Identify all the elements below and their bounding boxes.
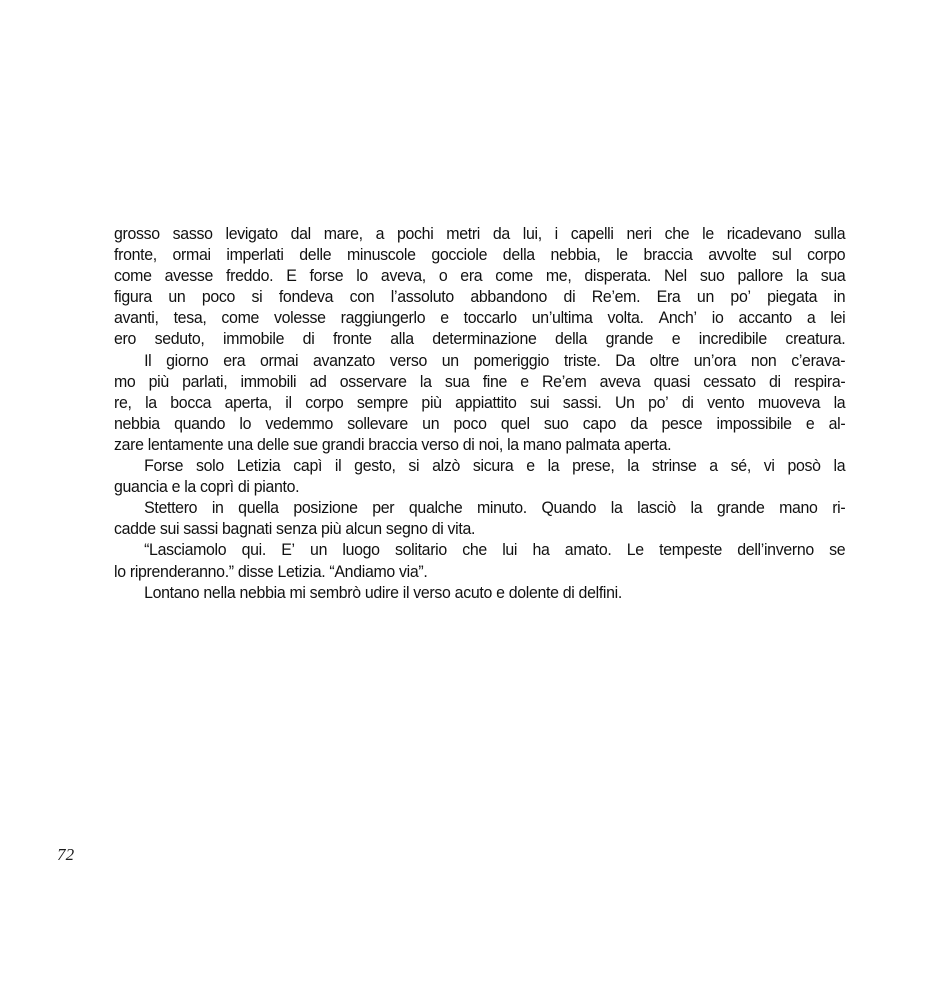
text-word: quando: [174, 414, 226, 433]
text-word: lo: [356, 267, 368, 286]
text-word: Re’em.: [591, 288, 641, 307]
text-word: solo: [195, 457, 224, 476]
text-word: di: [302, 330, 315, 349]
text-word: E: [286, 267, 297, 286]
text-word: lui: [502, 541, 518, 560]
text-word: vedemmo: [265, 414, 333, 433]
text-word: tempeste: [659, 541, 722, 560]
text-word: a: [806, 309, 816, 328]
text-word: Forse: [144, 457, 184, 476]
text-word: dal: [290, 225, 311, 243]
text-line: zare lentamente una delle sue grandi braccia verso di noi, la mano palmata aperta.: [114, 435, 672, 454]
text-word: vento: [707, 393, 745, 412]
text-line: [114, 456, 845, 477]
text-word: un: [422, 414, 440, 433]
text-word: Da: [615, 351, 635, 370]
text-word: in: [833, 288, 846, 307]
text-word: qui.: [241, 541, 266, 560]
text-word: aperta,: [224, 393, 272, 412]
text-word: disperata.: [584, 267, 652, 286]
text-word: levigato: [225, 225, 278, 243]
text-word: che: [664, 225, 690, 243]
text-word: abbandono: [470, 288, 548, 307]
text-word: sua: [820, 267, 846, 286]
text-word: minuscole: [346, 246, 416, 265]
text-word: un: [441, 351, 459, 370]
text-line: [114, 351, 845, 372]
text-word: seduto,: [154, 330, 205, 349]
text-word: la: [795, 267, 808, 286]
text-word: gocciole: [431, 246, 488, 265]
text-word: avanzato: [312, 351, 375, 370]
text-word: sui: [529, 393, 550, 412]
text-word: c’erava-: [791, 351, 846, 370]
text-word: mano: [779, 499, 818, 518]
text-word: fine: [482, 372, 508, 391]
text-word: o: [438, 267, 448, 286]
text-word: freddo.: [226, 267, 274, 286]
text-word: si: [251, 288, 263, 307]
text-line: [114, 414, 845, 435]
text-word: poco: [201, 288, 236, 307]
text-word: prese,: [572, 457, 615, 476]
text-word: oltre: [649, 351, 680, 370]
text-word: volesse: [274, 309, 326, 328]
text-word: capelli: [570, 225, 614, 243]
text-word: un’ora: [693, 351, 737, 370]
text-word: corpo: [305, 393, 344, 412]
text-word: ormai: [260, 351, 299, 370]
text-word: giorno: [166, 351, 209, 370]
text-word: pochi: [396, 225, 434, 243]
text-word: fronte: [332, 330, 372, 349]
text-word: la: [419, 372, 432, 391]
text-word: della: [502, 246, 535, 265]
text-word: e: [805, 414, 815, 433]
text-word: immobile: [223, 330, 285, 349]
text-word: sollevare: [347, 414, 408, 433]
text-word: fondeva: [278, 288, 334, 307]
text-word: Quando: [541, 499, 597, 518]
text-word: sé,: [730, 457, 751, 476]
text-word: grande: [605, 330, 654, 349]
text-line: lo riprenderanno.” disse Letizia. “Andiamo via”.: [114, 562, 428, 581]
body-text-block: [114, 224, 846, 604]
text-word: da: [492, 225, 510, 243]
text-word: quasi: [653, 372, 691, 391]
text-word: figura: [114, 288, 152, 307]
text-word: quella: [238, 499, 279, 518]
text-word: e: [440, 309, 449, 328]
text-line: cadde sui sassi bagnati senza più alcun segno di vita.: [114, 520, 476, 539]
text-word: Era: [656, 288, 681, 307]
text-word: Re’em: [542, 372, 587, 391]
text-word: re,: [114, 393, 132, 412]
text-line: [114, 540, 845, 561]
text-word: delle: [299, 246, 332, 265]
text-word: Anch’: [658, 309, 697, 328]
text-word: muoveva: [757, 393, 821, 412]
text-word: un’ultima: [531, 309, 593, 328]
text-word: più: [421, 393, 442, 412]
text-word: ad: [309, 372, 327, 391]
text-word: ormai: [172, 246, 211, 265]
text-word: aveva: [599, 372, 641, 391]
text-word: ri-: [832, 499, 846, 518]
text-word: della: [555, 330, 588, 349]
text-word: tesa,: [173, 309, 207, 328]
text-word: Stettero: [144, 499, 198, 518]
text-word: con: [349, 288, 375, 307]
text-line: [114, 329, 845, 350]
text-word: verso: [389, 351, 428, 370]
page-number: 72: [57, 845, 75, 864]
text-word: sua: [444, 372, 470, 391]
text-word: l’assoluto: [390, 288, 454, 307]
text-word: Un: [614, 393, 635, 412]
text-word: sicura: [472, 457, 514, 476]
text-word: “Lasciamolo: [144, 541, 227, 560]
text-word: si: [408, 457, 420, 476]
text-word: lui,: [522, 225, 542, 243]
text-word: i: [554, 225, 558, 243]
text-word: po’: [648, 393, 669, 412]
text-word: il: [285, 393, 292, 412]
text-word: la: [627, 457, 640, 476]
text-word: volta.: [607, 309, 644, 328]
text-line: [114, 498, 845, 519]
text-word: respira-: [793, 372, 846, 391]
text-word: metri: [446, 225, 481, 243]
text-line: [114, 287, 845, 308]
text-word: appiattito: [455, 393, 517, 412]
text-word: osservare: [339, 372, 407, 391]
text-word: parlati,: [182, 372, 228, 391]
text-word: come: [221, 309, 260, 328]
text-word: la: [690, 499, 703, 518]
text-word: a: [709, 457, 718, 476]
text-word: suo: [543, 414, 569, 433]
text-word: la: [610, 499, 623, 518]
text-word: ha: [532, 541, 550, 560]
text-word: accanto: [738, 309, 792, 328]
text-line: [114, 372, 845, 393]
text-word: di: [681, 393, 694, 412]
text-word: aveva,: [380, 267, 426, 286]
text-word: forse: [309, 267, 344, 286]
text-word: era: [460, 267, 483, 286]
text-word: creatura.: [785, 330, 846, 349]
text-word: in: [211, 499, 224, 518]
text-word: capo: [582, 414, 617, 433]
text-word: pesce: [661, 414, 703, 433]
text-word: la: [145, 393, 157, 412]
text-word: sasso: [172, 225, 213, 243]
text-word: cessato: [703, 372, 756, 391]
text-word: luogo: [342, 541, 380, 560]
text-line: guancia e la coprì di pianto.: [114, 478, 300, 497]
text-word: toccarlo: [463, 309, 517, 328]
text-word: ero: [114, 330, 137, 349]
text-word: come: [114, 267, 152, 286]
text-word: determinazione: [432, 330, 537, 349]
text-word: mo: [114, 372, 136, 391]
text-word: posizione: [293, 499, 358, 518]
text-word: le: [702, 225, 714, 243]
text-word: lo: [239, 414, 252, 433]
text-word: avvolte: [708, 246, 757, 265]
text-word: immobili: [240, 372, 297, 391]
text-word: bocca: [170, 393, 212, 412]
text-line: [114, 393, 845, 414]
text-word: non: [750, 351, 777, 370]
text-word: di: [769, 372, 781, 391]
text-word: piegata: [767, 288, 818, 307]
text-line: Lontano nella nebbia mi sembrò udire il verso acuto e dolente di delfini.: [144, 583, 622, 602]
text-word: grosso: [114, 225, 160, 243]
text-word: lasciò: [637, 499, 676, 518]
text-word: pallore: [737, 267, 784, 286]
text-word: pomeriggio: [473, 351, 550, 370]
text-word: suo: [699, 267, 725, 286]
text-word: nebbia,: [550, 246, 601, 265]
text-word: come: [495, 267, 533, 286]
text-word: da: [630, 414, 648, 433]
text-word: e: [520, 372, 529, 391]
text-word: quel: [500, 414, 530, 433]
text-word: triste.: [563, 351, 601, 370]
text-word: po’: [730, 288, 751, 307]
text-word: sul: [772, 246, 792, 265]
text-line: [114, 308, 845, 329]
text-word: mare,: [323, 225, 363, 243]
text-word: lei: [830, 309, 846, 328]
text-word: nebbia: [114, 414, 160, 433]
text-word: sulla: [814, 225, 846, 243]
text-word: la: [547, 457, 560, 476]
text-word: alzò: [432, 457, 461, 476]
text-word: me,: [545, 267, 572, 286]
text-word: a: [375, 225, 385, 243]
text-word: impossibile: [716, 414, 792, 433]
text-word: fronte,: [114, 246, 157, 265]
text-word: Il: [144, 351, 152, 370]
text-word: un: [310, 541, 328, 560]
text-word: le: [616, 246, 628, 265]
text-line: [114, 245, 845, 266]
text-word: più: [148, 372, 169, 391]
text-word: Le: [626, 541, 644, 560]
text-word: di: [563, 288, 576, 307]
text-word: solitario: [394, 541, 447, 560]
text-line: [114, 224, 845, 245]
text-word: posò: [787, 457, 821, 476]
text-word: Nel: [663, 267, 687, 286]
text-word: vi: [763, 457, 775, 476]
text-word: incredibile: [698, 330, 767, 349]
text-word: E’: [281, 541, 295, 560]
text-word: minuto.: [476, 499, 527, 518]
text-word: braccia: [643, 246, 693, 265]
text-word: corpo: [807, 246, 846, 265]
text-word: sempre: [356, 393, 408, 412]
text-word: avesse: [164, 267, 214, 286]
text-word: grande: [716, 499, 765, 518]
text-word: la: [833, 393, 846, 412]
text-word: amato.: [564, 541, 612, 560]
text-word: era: [223, 351, 246, 370]
text-word: il: [334, 457, 342, 476]
text-word: sassi.: [562, 393, 602, 412]
text-word: avanti,: [114, 309, 159, 328]
text-word: poco: [453, 414, 487, 433]
text-word: al-: [828, 414, 846, 433]
text-word: gesto,: [354, 457, 396, 476]
text-word: dell’inverno: [737, 541, 814, 560]
text-word: che: [462, 541, 487, 560]
text-word: neri: [626, 225, 652, 243]
text-word: capì: [293, 457, 323, 476]
text-word: un: [696, 288, 714, 307]
text-word: Letizia: [236, 457, 281, 476]
text-word: se: [829, 541, 846, 560]
text-word: ricadevano: [726, 225, 802, 243]
text-word: imperlati: [226, 246, 284, 265]
text-word: un: [168, 288, 186, 307]
text-word: la: [833, 457, 846, 476]
text-word: alla: [390, 330, 414, 349]
text-word: raggiungerlo: [340, 309, 426, 328]
text-line: [114, 266, 845, 287]
text-word: e: [671, 330, 681, 349]
text-word: qualche: [408, 499, 463, 518]
text-word: strinse: [651, 457, 697, 476]
text-word: e: [526, 457, 535, 476]
text-word: per: [372, 499, 395, 518]
text-word: io: [711, 309, 724, 328]
